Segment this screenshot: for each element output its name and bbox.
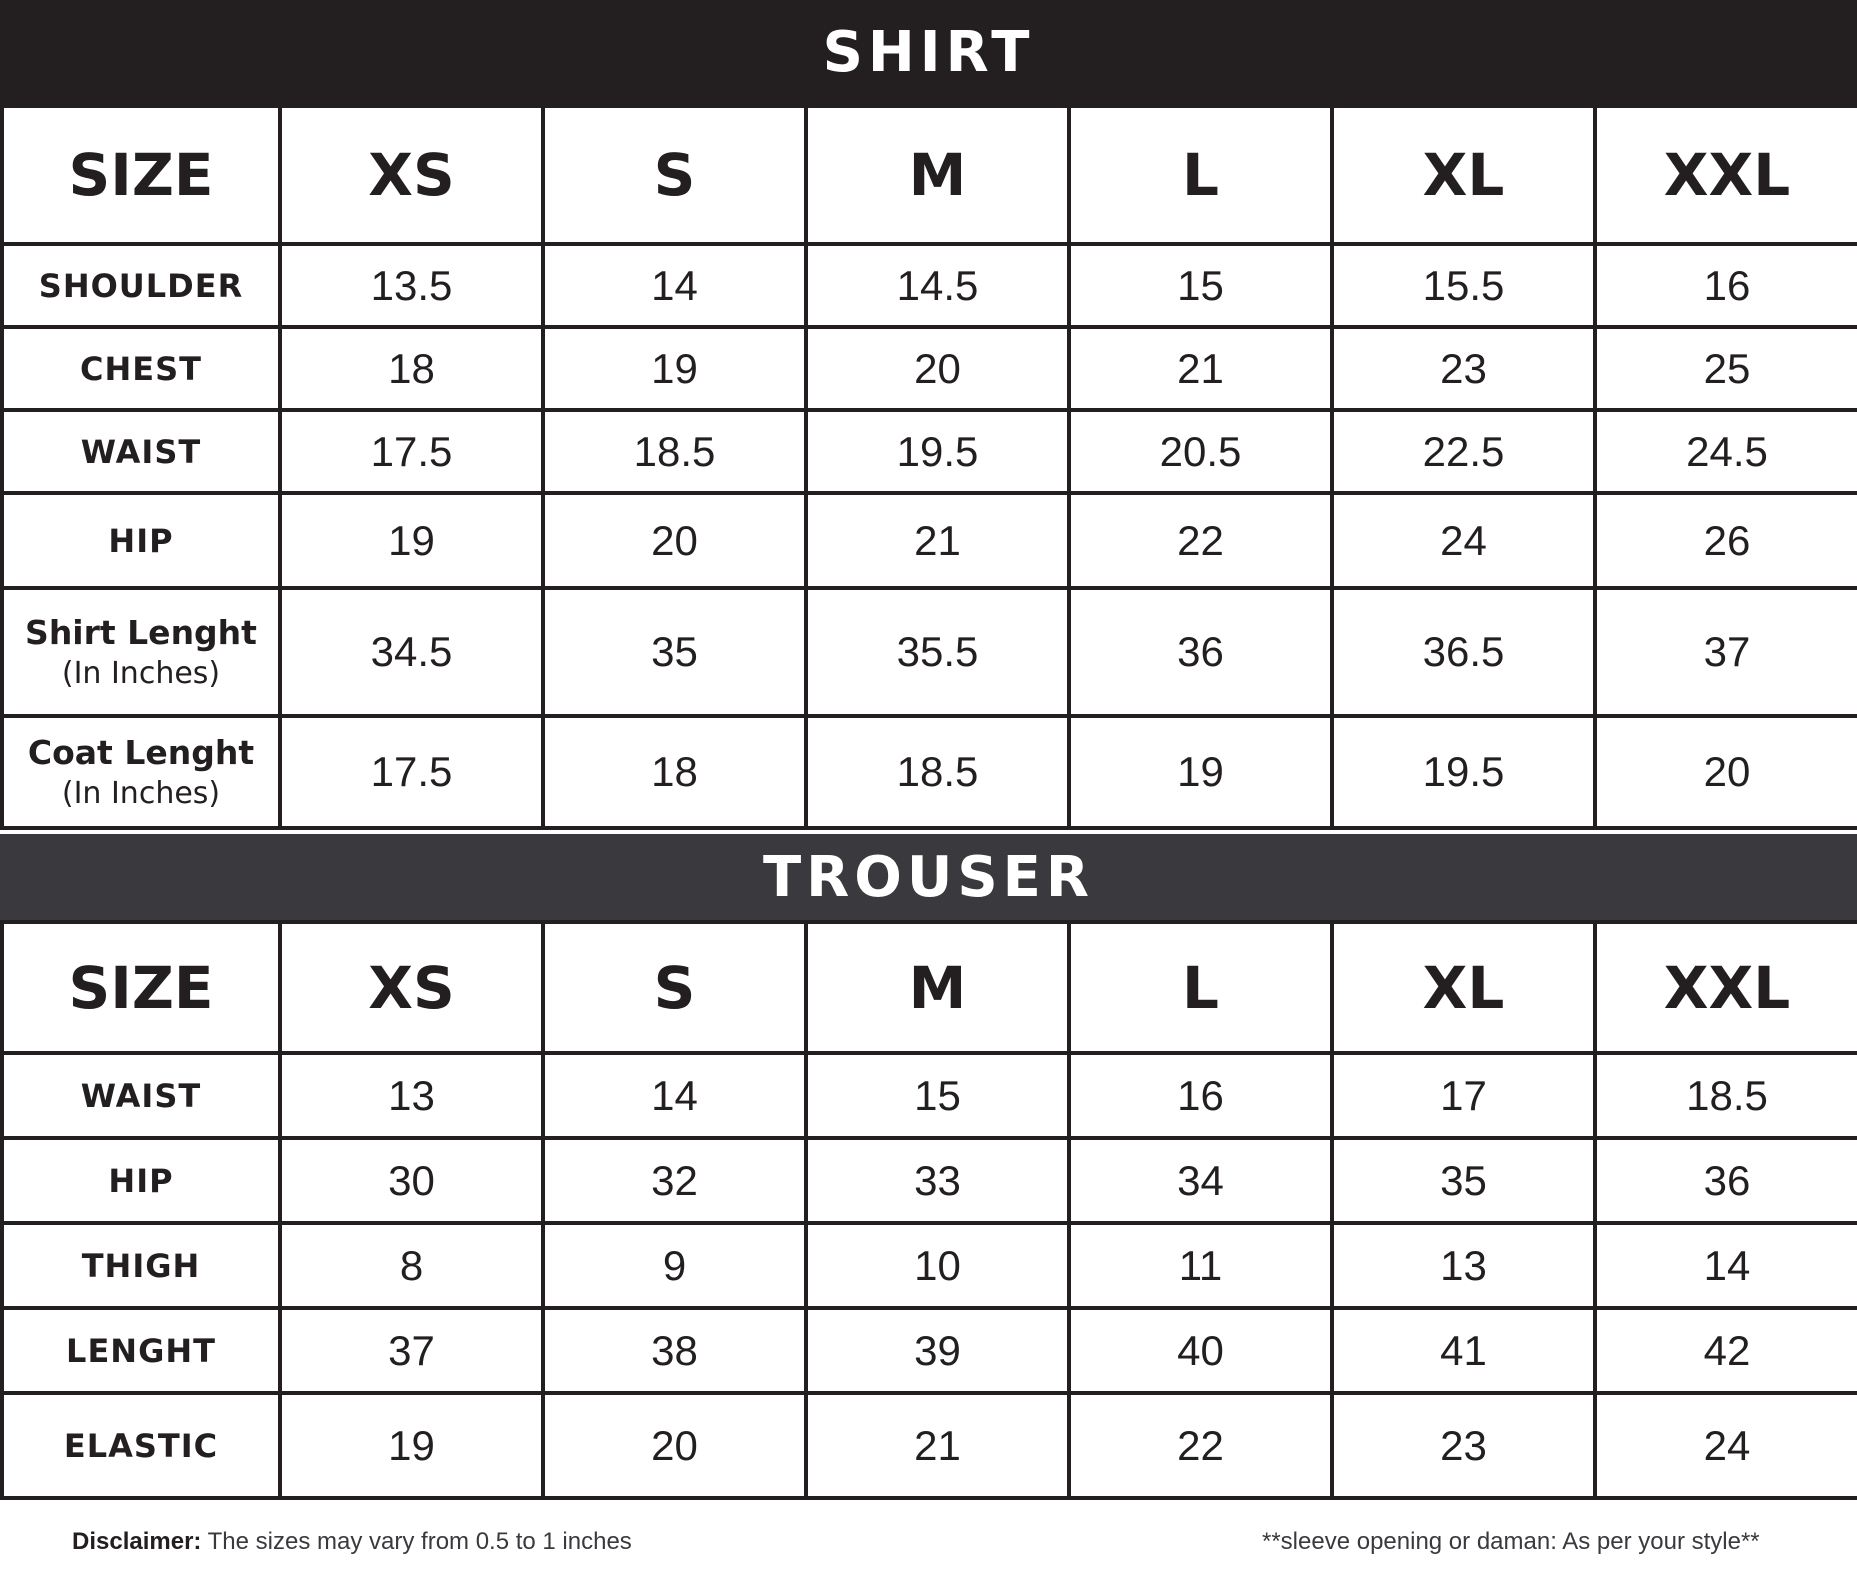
table-cell: 13 (1332, 1223, 1595, 1308)
shirt-header-row (2, 106, 1857, 244)
table-cell: 9 (543, 1223, 806, 1308)
table-cell: 17.5 (280, 716, 543, 828)
table-cell: 21 (806, 1393, 1069, 1498)
shirt-title: SHIRT (822, 19, 1035, 85)
disclaimer-label: Disclaimer: (72, 1528, 202, 1555)
table-row (2, 327, 1857, 410)
trouser-size-xs: XS (280, 922, 543, 1053)
table-cell: 13 (280, 1053, 543, 1138)
trouser-size-xxl: XXL (1595, 922, 1857, 1053)
trouser-row-label: LENGHT (2, 1308, 280, 1393)
table-cell: 36 (1069, 588, 1332, 716)
table-cell: 23 (1332, 327, 1595, 410)
table-cell: 19.5 (1332, 716, 1595, 828)
table-cell: 14.5 (806, 244, 1069, 327)
table-cell: 20 (1595, 716, 1857, 828)
shirt-size-header: SIZE (2, 106, 280, 244)
row-label-text: Coat Lenght (27, 733, 255, 772)
shirt-size-l: L (1069, 106, 1332, 244)
shirt-size-xs: XS (280, 106, 543, 244)
table-cell: 16 (1069, 1053, 1332, 1138)
table-row (2, 1053, 1857, 1138)
table-cell: 41 (1332, 1308, 1595, 1393)
table-cell: 38 (543, 1308, 806, 1393)
table-cell: 18.5 (1595, 1053, 1857, 1138)
shirt-row-label: HIP (2, 493, 280, 588)
table-cell: 19 (1069, 716, 1332, 828)
sleeve-note: **sleeve opening or daman: As per your style** (1262, 1528, 1760, 1555)
table-cell: 8 (280, 1223, 543, 1308)
table-cell: 19.5 (806, 410, 1069, 493)
table-cell: 35 (543, 588, 806, 716)
table-cell: 30 (280, 1138, 543, 1223)
table-cell: 26 (1595, 493, 1857, 588)
table-row (2, 493, 1857, 588)
trouser-header-row (2, 922, 1857, 1053)
table-cell: 19 (280, 493, 543, 588)
trouser-row-label: HIP (2, 1138, 280, 1223)
table-cell: 21 (806, 493, 1069, 588)
trouser-size-header: SIZE (2, 922, 280, 1053)
disclaimer-text: The sizes may vary from 0.5 to 1 inches (207, 1528, 632, 1555)
table-row (2, 1393, 1857, 1498)
table-cell: 24.5 (1595, 410, 1857, 493)
table-cell: 18 (280, 327, 543, 410)
table-cell: 17.5 (280, 410, 543, 493)
table-cell: 24 (1332, 493, 1595, 588)
trouser-size-xl: XL (1332, 922, 1595, 1053)
trouser-row-label: ELASTIC (2, 1393, 280, 1498)
shirt-size-s: S (543, 106, 806, 244)
table-cell: 20.5 (1069, 410, 1332, 493)
table-cell: 34 (1069, 1138, 1332, 1223)
table-row (2, 588, 1857, 716)
table-cell: 14 (543, 1053, 806, 1138)
table-cell: 20 (806, 327, 1069, 410)
table-cell: 14 (543, 244, 806, 327)
table-cell: 39 (806, 1308, 1069, 1393)
table-cell: 33 (806, 1138, 1069, 1223)
table-cell: 35.5 (806, 588, 1069, 716)
shirt-row-label: SHOULDER (2, 244, 280, 327)
table-cell: 25 (1595, 327, 1857, 410)
table-row (2, 1138, 1857, 1223)
table-cell: 32 (543, 1138, 806, 1223)
table-cell: 10 (806, 1223, 1069, 1308)
table-cell: 35 (1332, 1138, 1595, 1223)
trouser-size-table (0, 920, 1857, 1500)
table-cell: 16 (1595, 244, 1857, 327)
table-cell: 20 (543, 1393, 806, 1498)
table-cell: 36 (1595, 1138, 1857, 1223)
table-cell: 37 (1595, 588, 1857, 716)
table-cell: 13.5 (280, 244, 543, 327)
table-row (2, 244, 1857, 327)
table-cell: 36.5 (1332, 588, 1595, 716)
trouser-title: TROUSER (762, 844, 1095, 910)
shirt-size-xxl: XXL (1595, 106, 1857, 244)
table-cell: 24 (1595, 1393, 1857, 1498)
table-cell: 22 (1069, 493, 1332, 588)
trouser-row-label: THIGH (2, 1223, 280, 1308)
table-cell: 34.5 (280, 588, 543, 716)
trouser-size-l: L (1069, 922, 1332, 1053)
row-label-unit: (In Inches) (61, 776, 221, 811)
shirt-size-xl: XL (1332, 106, 1595, 244)
row-label-text: Shirt Lenght (25, 613, 257, 652)
table-row (2, 1308, 1857, 1393)
shirt-size-m: M (806, 106, 1069, 244)
table-cell: 18.5 (806, 716, 1069, 828)
table-cell: 40 (1069, 1308, 1332, 1393)
shirt-banner (0, 0, 1857, 104)
trouser-banner (0, 834, 1857, 920)
trouser-size-s: S (543, 922, 806, 1053)
table-cell: 14 (1595, 1223, 1857, 1308)
shirt-row-label (2, 588, 280, 716)
table-cell: 20 (543, 493, 806, 588)
table-cell: 11 (1069, 1223, 1332, 1308)
table-cell: 19 (543, 327, 806, 410)
shirt-size-table (0, 104, 1857, 830)
table-row (2, 716, 1857, 828)
trouser-size-m: M (806, 922, 1069, 1053)
shirt-row-label: WAIST (2, 410, 280, 493)
table-cell: 15.5 (1332, 244, 1595, 327)
table-cell: 42 (1595, 1308, 1857, 1393)
shirt-row-label: CHEST (2, 327, 280, 410)
table-cell: 19 (280, 1393, 543, 1498)
table-cell: 18.5 (543, 410, 806, 493)
table-cell: 22.5 (1332, 410, 1595, 493)
row-label-unit: (In Inches) (61, 656, 221, 691)
trouser-row-label: WAIST (2, 1053, 280, 1138)
shirt-row-label (2, 716, 280, 828)
table-cell: 18 (543, 716, 806, 828)
table-cell: 15 (1069, 244, 1332, 327)
table-row (2, 1223, 1857, 1308)
table-cell: 15 (806, 1053, 1069, 1138)
table-cell: 23 (1332, 1393, 1595, 1498)
table-cell: 37 (280, 1308, 543, 1393)
disclaimer (72, 1528, 632, 1556)
table-cell: 21 (1069, 327, 1332, 410)
table-cell: 22 (1069, 1393, 1332, 1498)
table-row (2, 410, 1857, 493)
table-cell: 17 (1332, 1053, 1595, 1138)
